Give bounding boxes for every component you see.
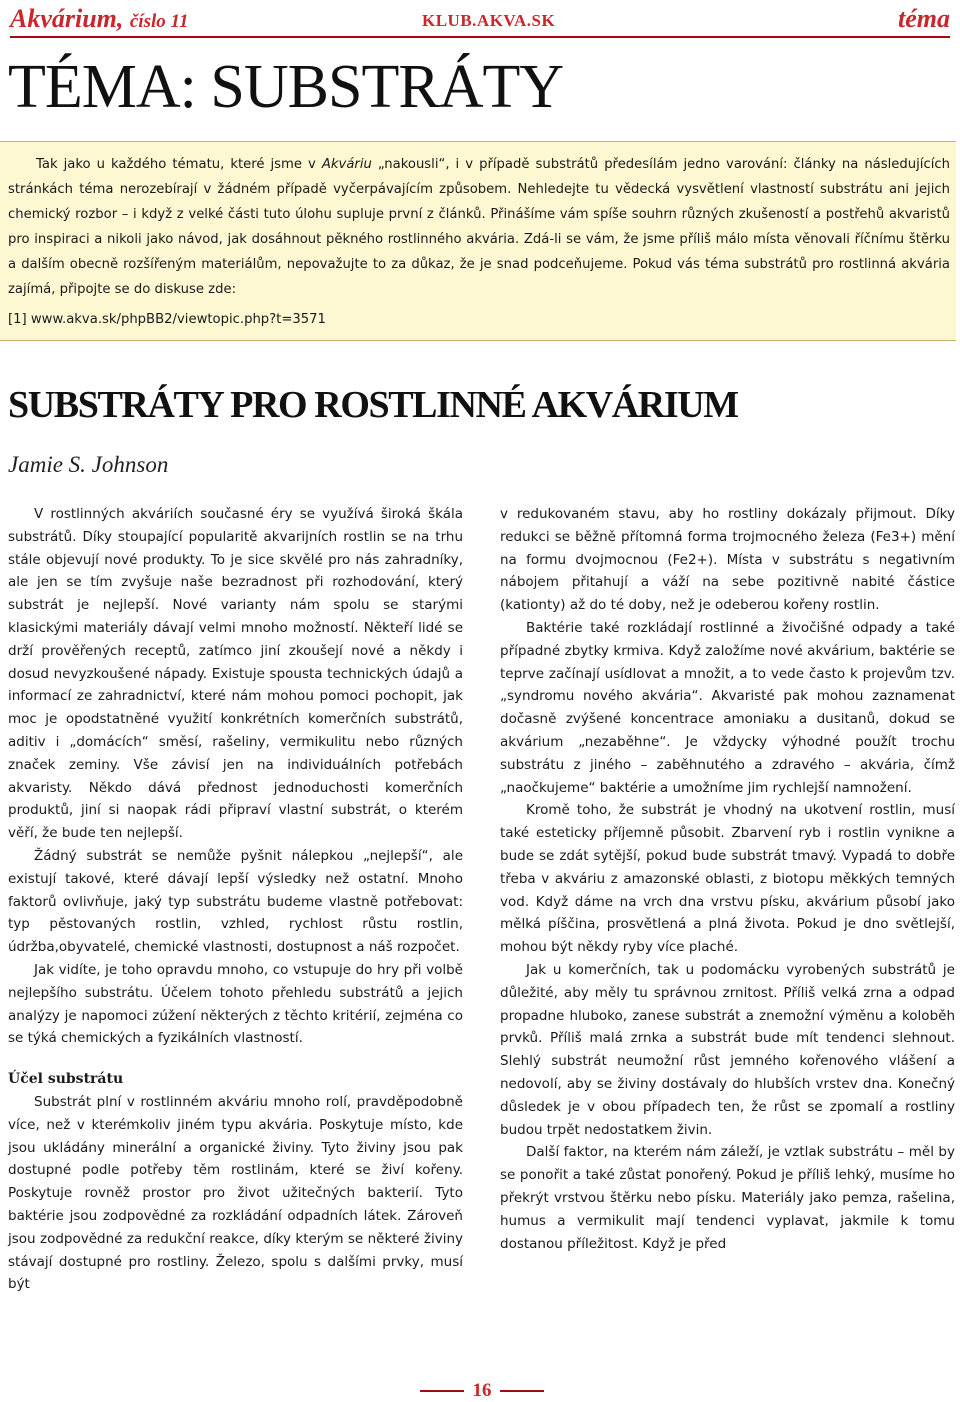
section-heading: Účel substrátu bbox=[8, 1071, 124, 1088]
intro-paragraph bbox=[8, 152, 950, 302]
right-paragraph-5: Další faktor, na kterém nám záleží, je vztlak substrátu – měl by se ponořit a také zůstat ponořený. Pokud je příliš lehký, musíme ho překrýt vrstvou štěrku nebo písku. Materiály jako pemza, rašelina, humus a vermikulit mají tendenci vyplavat, jakmile k tomu dostanou příležitost. Když je před bbox=[500, 1144, 955, 1252]
page-footer bbox=[0, 1381, 960, 1399]
left-paragraph-3: Jak vidíte, je toho opravdu mnoho, co vstupuje do hry při volbě nejlepšího substrátu. Účelem tohoto přehledu substrátů a jejich analýzy je napomoci zúžení některých z těchto kritérií, zejména co se týká chemických a fyzikálních vlastností. bbox=[8, 961, 463, 1047]
page-number: 16 bbox=[472, 1380, 492, 1401]
left-paragraph-2: Žádný substrát se nemůže pyšnit nálepkou „nejlepší“, ale existují takové, které dávají lepší výsledky než ostatní. Mnoho faktorů ovlivňuje, jaký typ substrátu budeme vlastně potřebovat: typ pěstovaných rostlin, vzhled, rychlost růstu rostlin, údržba,obyvatelé, chemické vlastnosti, dostupnost a náš rozpočet. bbox=[8, 847, 463, 956]
article-author: Jamie S. Johnson bbox=[8, 452, 169, 477]
intro-magazine-name: Akváriu bbox=[321, 157, 372, 172]
article-title: SUBSTRÁTY PRO ROSTLINNÉ AKVÁRIUM bbox=[8, 384, 738, 426]
right-paragraph-4: Jak u komerčních, tak u podomácku vyrobených substrátů je důležité, aby měly tu správnou zrnitost. Příliš velká zrna a odpad propadne hluboko, zanese substrát a znemožní výměnu a koloběh prvků. Příliš malá zrnka a substrát bude mít tendenci slehnout. Slehlý substrát neumožní růst jemného kořenového vlášení a nedovolí, aby se živiny dostávaly do hlubších vrstev dna. Konečný důsledek je v obou případech ten, že růst se zpomalí a rostliny budou trpět nedostatkem živin. bbox=[500, 961, 955, 1138]
right-paragraph-2: Baktérie také rozkládají rostlinné a živočišné odpady a také případné zbytky krmiva. Když založíme nové akvárium, baktérie se teprve začínají usídlovat a množit, a to vede často k projevům tzv. „syndromu nového akvária“. Akvaristé pak mohou zaznamenat dočasně zvýšené koncentrace amoniaku a dusitanů, dokud se akvárium „nezaběhne“. Je vždycky výhodné použít trochu substrátu z jiného – zaběhnutého a zdravého – akvária, čímž „naočkujeme“ baktérie a umožníme jim rychlejší namnožení. bbox=[500, 619, 955, 796]
magazine-title bbox=[10, 4, 189, 34]
right-column bbox=[500, 503, 955, 1255]
left-column bbox=[8, 503, 463, 1296]
left-paragraph-4: Substrát plní v rostlinném akváriu mnoho rolí, pravděpodobně více, než v kterémkoliv jiném typu akvária. Poskytuje místo, kde jsou ukládány minerální a organické živiny. Tyto živiny jsou pak dostupné podle potřeby těm rostlinám, které se živí kořeny. Poskytuje rovněž prostor pro život užitečných bakterií. Tyto baktérie jsou zodpovědné za rozkládání odpadních látek. Zároveň jsou zodpovědné za redukční reakce, díky kterým se některé živiny stávají dostupné pro rostliny. Železo, spolu s dalšími prvky, musí být bbox=[8, 1093, 463, 1293]
intro-text-rest: „nakousli“, i v případě substrátů předesílám jedno varování: články na následujících stránkách téma nerozebírají v žádném případě vyčerpávajícím způsobem. Nehledejte tu vědecká vysvětlení vlastností substrátu ani jejich chemický rozbor – i když z velké části tuto úlohu supluje první z článků. Přinášíme vám spíše souhrn různých zkušeností a postřehů akvaristů pro inspiraci a nikoli jako návod, jak dosáhnout pěkného rostlinného akvária. Zdá-li se vám, že jsme příliš málo místa věnovali říčnímu štěrku a dalším obecně rozšířeným materiálům, nepovažujte to za důkaz, že je snad podceňujeme. Pokud vás téma substrátů pro rostlinná akvária zajímá, připojte se do diskuse zde: bbox=[8, 157, 950, 297]
intro-text-start: Tak jako u každého tématu, které jsme v bbox=[36, 157, 322, 172]
page-header bbox=[10, 4, 950, 38]
intro-box bbox=[0, 141, 956, 341]
right-paragraph-3: Kromě toho, že substrát je vhodný na ukotvení rostlin, musí také esteticky příjemně působit. Zbarvení ryb i rostlin vynikne a bude se zdát sytější, pokud bude substrát tmavý. Vypadá to dobře třeba v akváriu z amazonské oblasti, z biotopu měkkých temných vod. Když dáme na vrch dna vrstvu písku, akvárium působí jako mělká píščina, prosvětlená a plná života. Pokud je dno světlejší, mohou být někdy ryby více plaché. bbox=[500, 802, 955, 956]
right-paragraph-1: v redukovaném stavu, aby ho rostliny dokázaly přijmout. Díky redukci se běžně přítomná forma trojmocného železa (Fe3+) mění na formu dvojmocnou (Fe2+). Místa v substrátu s negativním nábojem přitahují a váží na sebe pozitivně nabité částice (kationty) až do té doby, než je odeberou kořeny rostlin. bbox=[500, 506, 955, 614]
issue-number: číslo 11 bbox=[129, 11, 189, 32]
footer-rule-right bbox=[500, 1390, 544, 1392]
footer-rule-left bbox=[420, 1390, 464, 1392]
section-label: téma bbox=[898, 4, 950, 33]
site-name: KLUB.AKVA.SK bbox=[422, 11, 556, 30]
page-title: TÉMA: SUBSTRÁTY bbox=[8, 53, 564, 121]
left-paragraph-1: V rostlinných akváriích současné éry se využívá široká škála substrátů. Díky stoupající popularitě akvarijních rostlin se na trhu stále objevují nové produkty. To je sice skvělé pro nás zahradníky, ale jen se tím zvyšuje naše bezradnost při rozhodování, který substrát je nejlepší. Nové varianty nám spolu se starými klasickými materiály dávají velmi mnoho možností. Někteří lidé se drží prověřených receptů, zatímco jiní zkoušejí nové a někdy i dosud nevyzkoušené nápady. Existuje spousta technických údajů a informací ze zahradnictví, které nám mohou pomoci pochopit, jak moc je opodstatněné využití konkrétních komerčních substrátů, aditiv i „domácích“ směsí, rašeliny, vermikulitu nebo různých značek zeminy. Vše závisí jen na individuálních potřebách akvaristy. Někdo dává přednost jednoduchosti komerčních produktů, jiní si naopak rádi připraví vlastní substrát, o kterém věří, že bude ten nejlepší. bbox=[8, 506, 463, 842]
magazine-name: Akvárium, bbox=[10, 4, 124, 33]
discussion-link[interactable]: [1] www.akva.sk/phpBB2/viewtopic.php?t=3571 bbox=[8, 312, 326, 327]
